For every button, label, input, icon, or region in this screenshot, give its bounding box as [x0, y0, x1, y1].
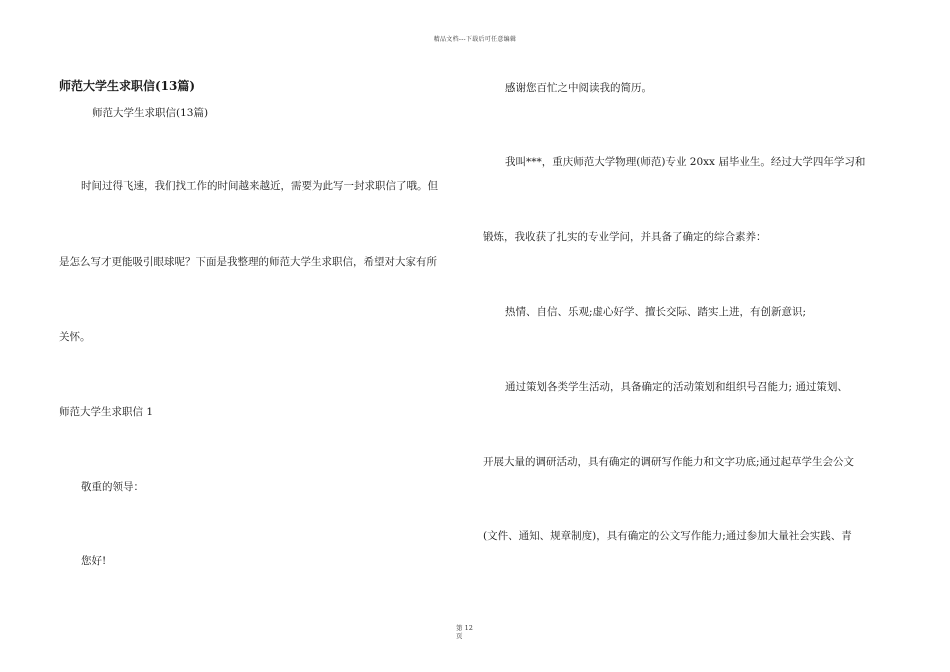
document-title: 师范大学生求职信(13篇): [59, 79, 196, 93]
document-header-note: 精品文档---下载后可任意编辑: [433, 36, 517, 43]
right-column: [483, 0, 893, 672]
section-heading: 师范大学生求职信 1: [59, 406, 154, 418]
abilities-line-2: 开展大量的调研活动，具有确定的调研写作能力和文字功底;通过起草学生会公文: [483, 456, 855, 468]
intro-paragraph-line-2: 是怎么写才更能吸引眼球呢？下面是我整理的师范大学生求职信，希望对大家有所: [59, 256, 437, 268]
letter-salutation: 敬重的领导：: [81, 481, 144, 493]
intro-paragraph-line-1: 时间过得飞速，我们找工作的时间越来越近，需要为此写一封求职信了哦。但: [81, 180, 438, 192]
intro-self-line-1: 我叫***，重庆师范大学物理(师范)专业 20xx 届毕业生。经过大学四年学习和: [505, 156, 866, 168]
intro-paragraph-line-3: 关怀。: [59, 331, 91, 343]
traits-line: 热情、自信、乐观;虚心好学、擅长交际、踏实上进，有创新意识;: [505, 306, 807, 318]
left-column: [59, 0, 469, 672]
page-label-bottom: 页: [456, 632, 463, 640]
page-number: 12: [464, 624, 473, 632]
thanks-line: 感谢您百忙之中阅读我的简历。: [505, 82, 652, 94]
page-number-footer: [456, 624, 473, 640]
intro-self-line-2: 锻炼，我收获了扎实的专业学问，并具备了确定的综合素养：: [483, 231, 767, 243]
abilities-line-1: 通过策划各类学生活动，具备确定的活动策划和组织号召能力; 通过策划、: [505, 381, 848, 393]
letter-greeting: 您好!: [81, 555, 107, 567]
document-subtitle: 师范大学生求职信(13篇): [92, 107, 209, 119]
page-label-top: 第: [456, 624, 463, 632]
abilities-line-3: (文件、通知、规章制度)，具有确定的公文写作能力;通过参加大量社会实践、青: [483, 530, 852, 542]
